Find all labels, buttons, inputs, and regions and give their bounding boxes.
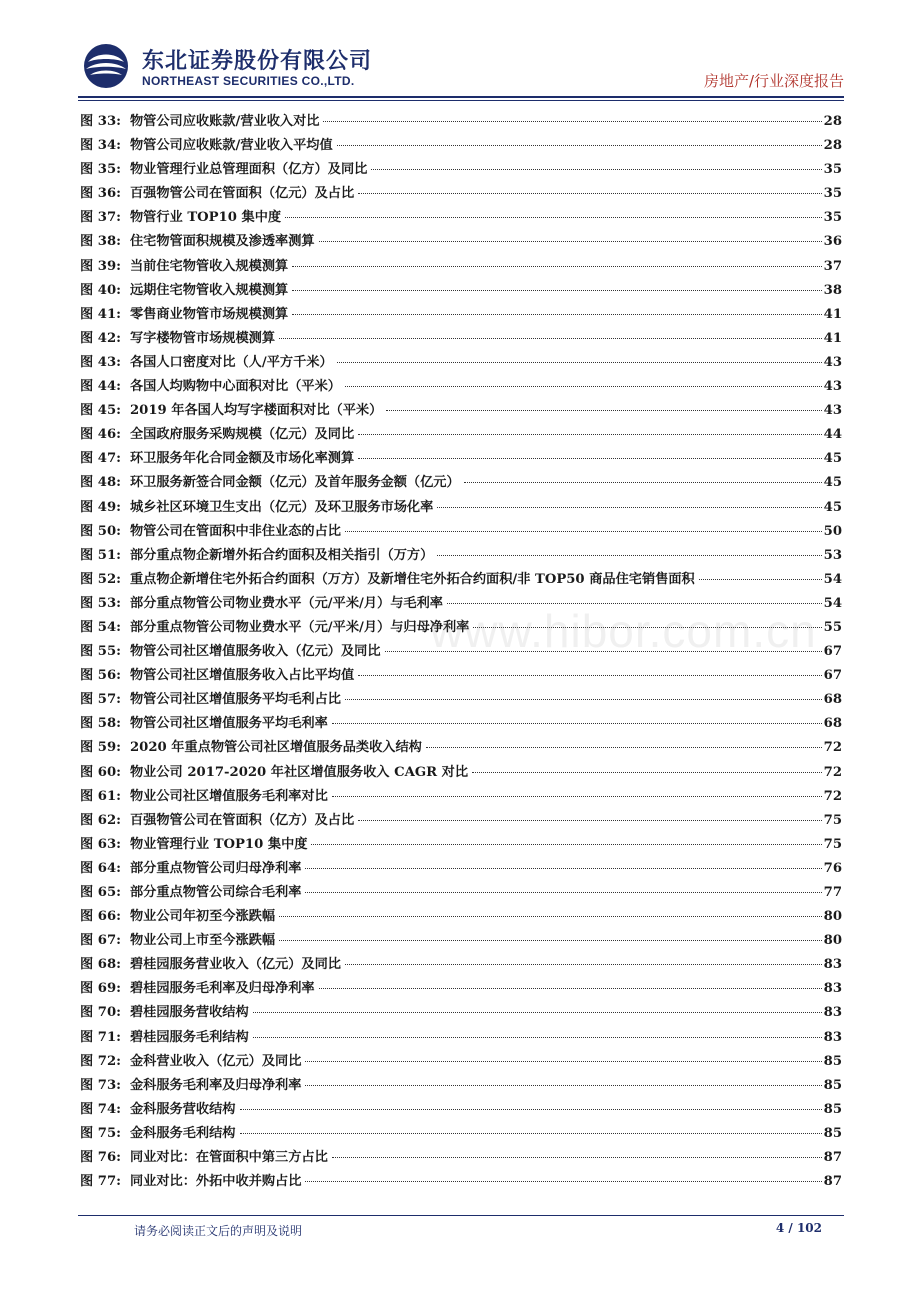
page-header xyxy=(78,40,844,94)
toc-entry-leader xyxy=(358,434,821,435)
toc-entry-leader xyxy=(319,988,822,989)
toc-entry-leader xyxy=(292,290,821,291)
toc-entry-title: 百强物管公司在管面积（亿元）及占比 xyxy=(130,186,355,202)
toc-entry-title: 物管公司社区增值服务收入（亿元）及同比 xyxy=(130,644,381,660)
toc-entry-label: 图 38: xyxy=(80,234,121,250)
toc-entry[interactable] xyxy=(80,785,842,809)
toc-entry-label: 图 66: xyxy=(80,909,121,925)
toc-entry-page: 72 xyxy=(823,740,842,756)
toc-entry[interactable] xyxy=(80,375,842,399)
header-divider-thin xyxy=(78,100,844,101)
toc-entry-leader xyxy=(337,145,822,146)
toc-entry-title: 环卫服务年化合同金额及市场化率测算 xyxy=(130,451,355,467)
toc-entry-title: 2020 年重点物管公司社区增值服务品类收入结构 xyxy=(130,740,422,756)
toc-entry[interactable] xyxy=(80,399,842,423)
toc-entry-label: 图 77: xyxy=(80,1174,121,1190)
company-name-english: NORTHEAST SECURITIES CO.,LTD. xyxy=(142,74,355,88)
toc-entry-page: 35 xyxy=(823,186,842,202)
toc-entry-leader xyxy=(345,699,822,700)
toc-entry-page: 72 xyxy=(823,764,842,780)
toc-entry-page: 87 xyxy=(823,1174,842,1190)
toc-entry-title: 各国人均购物中心面积对比（平米） xyxy=(130,379,341,395)
toc-entry[interactable] xyxy=(80,447,842,471)
toc-entry[interactable] xyxy=(80,977,842,1001)
toc-entry-title: 物业公司年初至今涨跌幅 xyxy=(130,909,276,925)
toc-entry[interactable] xyxy=(80,351,842,375)
toc-entry-page: 83 xyxy=(823,957,842,973)
toc-entry-page: 80 xyxy=(823,909,842,925)
toc-entry-label: 图 47: xyxy=(80,451,121,467)
header-divider xyxy=(78,96,844,98)
toc-entry-label: 图 73: xyxy=(80,1077,121,1093)
toc-entry[interactable] xyxy=(80,929,842,953)
toc-entry-label: 图 33: xyxy=(80,114,121,129)
toc-entry-page: 41 xyxy=(823,306,842,322)
toc-entry-title: 住宅物管面积规模及渗透率测算 xyxy=(130,234,315,250)
toc-entry-leader xyxy=(345,964,822,965)
toc-entry[interactable] xyxy=(80,1026,842,1050)
toc-entry-page: 38 xyxy=(823,282,842,298)
toc-entry-page: 45 xyxy=(823,475,842,491)
toc-entry-label: 图 74: xyxy=(80,1101,121,1117)
toc-entry-label: 图 63: xyxy=(80,836,121,852)
toc-entry-title: 物管公司应收账款/营业收入平均值 xyxy=(130,138,333,154)
toc-entry-title: 金科营业收入（亿元）及同比 xyxy=(130,1053,302,1069)
toc-entry[interactable] xyxy=(80,568,842,592)
toc-entry-label: 图 57: xyxy=(80,692,121,708)
toc-entry-leader xyxy=(332,796,822,797)
toc-entry-leader xyxy=(253,1037,822,1038)
toc-entry-page: 67 xyxy=(823,644,842,660)
company-name-chinese: 东北证券股份有限公司 xyxy=(142,49,373,74)
toc-entry-title: 城乡社区环境卫生支出（亿元）及环卫服务市场化率 xyxy=(130,499,434,515)
toc-entry-leader xyxy=(279,916,822,917)
toc-entry-title: 物管公司社区增值服务收入占比平均值 xyxy=(130,668,355,684)
toc-entry-page: 28 xyxy=(823,114,842,129)
toc-entry-title: 部分重点物企新增外拓合约面积及相关指引（万方） xyxy=(130,547,434,563)
toc-entry-label: 图 51: xyxy=(80,547,121,563)
toc-entry[interactable] xyxy=(80,327,842,351)
toc-entry-leader xyxy=(292,314,821,315)
toc-entry-label: 图 60: xyxy=(80,764,121,780)
toc-entry-label: 图 40: xyxy=(80,282,121,298)
toc-entry-title: 部分重点物管公司综合毛利率 xyxy=(130,885,302,900)
toc-entry-label: 图 37: xyxy=(80,210,121,226)
toc-entry-leader xyxy=(699,579,822,580)
toc-entry-page: 85 xyxy=(823,1125,842,1141)
toc-entry-leader xyxy=(292,266,821,267)
toc-entry[interactable] xyxy=(80,809,842,833)
toc-entry[interactable] xyxy=(80,544,842,568)
toc-entry[interactable] xyxy=(80,688,842,712)
toc-entry-page: 87 xyxy=(823,1150,842,1166)
toc-entry[interactable] xyxy=(80,905,842,929)
toc-entry-leader xyxy=(285,217,822,218)
toc-entry-label: 图 56: xyxy=(80,668,121,684)
toc-entry[interactable] xyxy=(80,134,842,158)
toc-entry-page: 68 xyxy=(823,692,842,708)
toc-entry-label: 图 36: xyxy=(80,186,121,202)
toc-entry-label: 图 58: xyxy=(80,716,121,732)
toc-entry-leader xyxy=(337,362,822,363)
toc-entry-title: 物管公司社区增值服务平均毛利率 xyxy=(130,716,328,732)
toc-entry-title: 写字楼物管市场规模测算 xyxy=(130,330,276,346)
northeast-securities-logo-icon xyxy=(78,42,134,90)
toc-entry-title: 部分重点物管公司物业费水平（元/平米/月）与毛利率 xyxy=(130,595,443,611)
toc-entry[interactable] xyxy=(80,471,842,495)
toc-entry-label: 图 44: xyxy=(80,379,121,395)
toc-entry-label: 图 59: xyxy=(80,740,121,756)
toc-entry-title: 碧桂园服务毛利率及归母净利率 xyxy=(130,981,315,997)
toc-entry[interactable] xyxy=(80,953,842,977)
toc-entry-label: 图 71: xyxy=(80,1029,121,1045)
toc-entry-page: 43 xyxy=(823,403,842,419)
toc-entry-label: 图 69: xyxy=(80,981,121,997)
toc-entry-title: 物业公司上市至今涨跌幅 xyxy=(130,933,276,949)
toc-entry-page: 36 xyxy=(823,234,842,250)
footer-divider xyxy=(78,1215,844,1216)
toc-entry-page: 67 xyxy=(823,668,842,684)
toc-entry-page: 76 xyxy=(823,860,842,876)
toc-entry[interactable] xyxy=(80,857,842,881)
toc-entry-leader xyxy=(305,892,821,893)
toc-entry-label: 图 65: xyxy=(80,885,121,900)
toc-entry-leader xyxy=(240,1109,822,1110)
toc-entry-page: 75 xyxy=(823,836,842,852)
toc-entry-page: 54 xyxy=(823,571,842,587)
toc-entry-label: 图 35: xyxy=(80,162,121,178)
toc-entry-title: 零售商业物管市场规模测算 xyxy=(130,306,289,322)
toc-entry-title: 物管公司在管面积中非住业态的占比 xyxy=(130,523,341,539)
toc-entry-leader xyxy=(332,1157,822,1158)
toc-entry[interactable] xyxy=(80,761,842,785)
toc-entry-label: 图 34: xyxy=(80,138,121,154)
toc-entry[interactable] xyxy=(80,303,842,327)
watermark: www.hibor.com.cn xyxy=(430,605,817,657)
toc-entry-label: 图 61: xyxy=(80,788,121,804)
toc-entry[interactable] xyxy=(80,881,842,905)
toc-entry-leader xyxy=(253,1012,822,1013)
toc-entry-leader xyxy=(464,482,822,483)
toc-entry-label: 图 42: xyxy=(80,330,121,346)
toc-entry[interactable] xyxy=(80,833,842,857)
toc-entry-leader xyxy=(305,1181,821,1182)
toc-entry-leader xyxy=(472,772,822,773)
toc-entry-label: 图 41: xyxy=(80,306,121,322)
toc-entry-label: 图 48: xyxy=(80,475,121,491)
toc-entry-page: 80 xyxy=(823,933,842,949)
toc-entry-label: 图 49: xyxy=(80,499,121,515)
toc-entry-page: 72 xyxy=(823,788,842,804)
toc-entry[interactable] xyxy=(80,423,842,447)
toc-entry[interactable] xyxy=(80,279,842,303)
toc-entry[interactable] xyxy=(80,255,842,279)
toc-entry-leader xyxy=(311,844,821,845)
toc-entry-title: 物业管理行业总管理面积（亿方）及同比 xyxy=(130,162,368,178)
toc-entry[interactable] xyxy=(80,182,842,206)
toc-entry-title: 碧桂园服务毛利结构 xyxy=(130,1029,249,1045)
toc-entry-page: 55 xyxy=(823,619,842,635)
toc-entry-leader xyxy=(358,675,821,676)
toc-entry[interactable] xyxy=(80,1074,842,1098)
toc-entry-page: 35 xyxy=(823,162,842,178)
toc-entry-label: 图 76: xyxy=(80,1150,121,1166)
toc-entry-page: 83 xyxy=(823,1005,842,1021)
toc-entry-title: 碧桂园服务营业收入（亿元）及同比 xyxy=(130,957,341,973)
toc-entry-label: 图 72: xyxy=(80,1053,121,1069)
toc-entry-page: 85 xyxy=(823,1053,842,1069)
toc-entry-title: 部分重点物管公司归母净利率 xyxy=(130,860,302,876)
toc-entry-title: 2019 年各国人均写字楼面积对比（平米） xyxy=(130,403,383,419)
toc-entry-label: 图 52: xyxy=(80,571,121,587)
toc-entry-leader xyxy=(319,241,822,242)
toc-entry-page: 85 xyxy=(823,1101,842,1117)
toc-entry-page: 53 xyxy=(823,547,842,563)
toc-entry-leader xyxy=(279,338,822,339)
toc-entry[interactable] xyxy=(80,1098,842,1122)
toc-entry-leader xyxy=(358,193,821,194)
toc-entry[interactable] xyxy=(80,496,842,520)
toc-entry-label: 图 45: xyxy=(80,403,121,419)
toc-entry-page: 68 xyxy=(823,716,842,732)
toc-entry[interactable] xyxy=(80,1146,842,1170)
toc-entry-leader xyxy=(426,747,822,748)
toc-entry-page: 35 xyxy=(823,210,842,226)
toc-entry-leader xyxy=(358,820,821,821)
toc-entry-label: 图 43: xyxy=(80,354,121,370)
toc-entry[interactable] xyxy=(80,1122,842,1146)
toc-entry-label: 图 55: xyxy=(80,644,121,660)
toc-entry[interactable] xyxy=(80,1001,842,1025)
toc-entry-page: 83 xyxy=(823,981,842,997)
toc-entry-page: 77 xyxy=(823,885,842,900)
toc-entry-title: 金科服务毛利结构 xyxy=(130,1125,236,1141)
toc-entry-leader xyxy=(386,410,821,411)
toc-entry-title: 物业公司 2017-2020 年社区增值服务收入 CAGR 对比 xyxy=(130,764,469,780)
toc-entry-page: 41 xyxy=(823,330,842,346)
toc-entry-leader xyxy=(279,940,822,941)
toc-entry[interactable] xyxy=(80,158,842,182)
toc-entry-leader xyxy=(371,169,821,170)
toc-entry-title: 物管公司社区增值服务平均毛利占比 xyxy=(130,692,341,708)
toc-entry-title: 物管行业 TOP10 集中度 xyxy=(130,210,282,226)
toc-entry-leader xyxy=(358,458,821,459)
toc-entry-leader xyxy=(323,121,821,122)
toc-entry[interactable] xyxy=(80,664,842,688)
toc-entry-leader xyxy=(437,507,821,508)
footer-disclaimer: 请务必阅读正文后的声明及说明 xyxy=(134,1224,303,1238)
toc-entry-title: 各国人口密度对比（人/平方千米） xyxy=(130,354,333,370)
toc-entry-title: 当前住宅物管收入规模测算 xyxy=(130,258,289,274)
toc-entry-title: 同业对比：外拓中收并购占比 xyxy=(130,1174,302,1190)
toc-entry-page: 43 xyxy=(823,354,842,370)
toc-entry-leader xyxy=(305,1085,821,1086)
toc-entry[interactable] xyxy=(80,1050,842,1074)
toc-entry-label: 图 46: xyxy=(80,427,121,443)
toc-entry-leader xyxy=(437,555,821,556)
toc-entry-page: 43 xyxy=(823,379,842,395)
toc-entry-title: 环卫服务新签合同金额（亿元）及首年服务金额（亿元） xyxy=(130,475,460,491)
toc-entry[interactable] xyxy=(80,1170,842,1194)
toc-entry-page: 50 xyxy=(823,523,842,539)
toc-entry-title: 远期住宅物管收入规模测算 xyxy=(130,282,289,298)
toc-entry-label: 图 50: xyxy=(80,523,121,539)
toc-entry-title: 碧桂园服务营收结构 xyxy=(130,1005,249,1021)
toc-entry-page: 45 xyxy=(823,451,842,467)
toc-entry-page: 44 xyxy=(823,427,842,443)
toc-entry[interactable] xyxy=(80,230,842,254)
toc-entry-page: 37 xyxy=(823,258,842,274)
toc-entry-leader xyxy=(305,868,821,869)
toc-entry-title: 全国政府服务采购规模（亿元）及同比 xyxy=(130,427,355,443)
toc-entry-page: 28 xyxy=(823,138,842,154)
toc-entry-title: 物业管理行业 TOP10 集中度 xyxy=(130,836,308,852)
toc-entry-leader xyxy=(332,723,822,724)
toc-entry[interactable] xyxy=(80,520,842,544)
report-type: 房地产/行业深度报告 xyxy=(703,72,844,90)
toc-entry[interactable] xyxy=(80,206,842,230)
toc-entry-label: 图 70: xyxy=(80,1005,121,1021)
toc-entry-title: 同业对比：在管面积中第三方占比 xyxy=(130,1150,328,1166)
toc-entry-label: 图 54: xyxy=(80,619,121,635)
toc-entry-label: 图 67: xyxy=(80,933,121,949)
toc-entry-page: 83 xyxy=(823,1029,842,1045)
toc-entry-title: 百强物管公司在管面积（亿方）及占比 xyxy=(130,812,355,828)
toc-entry-title: 物业公司社区增值服务毛利率对比 xyxy=(130,788,328,804)
toc-entry[interactable] xyxy=(80,110,842,134)
toc-entry-label: 图 62: xyxy=(80,812,121,828)
toc-entry-leader xyxy=(240,1133,822,1134)
toc-entry[interactable] xyxy=(80,736,842,760)
page-number: 4 / 102 xyxy=(775,1221,822,1235)
toc-entry-title: 金科服务营收结构 xyxy=(130,1101,236,1117)
toc-entry-page: 54 xyxy=(823,595,842,611)
toc-entry-leader xyxy=(345,531,822,532)
toc-entry-label: 图 64: xyxy=(80,860,121,876)
toc-entry-title: 物管公司应收账款/营业收入对比 xyxy=(130,114,320,129)
toc-entry-leader xyxy=(305,1061,821,1062)
toc-entry-label: 图 39: xyxy=(80,258,121,274)
toc-entry-title: 金科服务毛利率及归母净利率 xyxy=(130,1077,302,1093)
toc-entry-label: 图 53: xyxy=(80,595,121,611)
toc-entry-page: 75 xyxy=(823,812,842,828)
toc-entry[interactable] xyxy=(80,712,842,736)
toc-entry-page: 45 xyxy=(823,499,842,515)
toc-entry-title: 重点物企新增住宅外拓合约面积（万方）及新增住宅外拓合约面积/非 TOP50 商品住宅销售面积 xyxy=(130,571,695,587)
toc-entry-leader xyxy=(345,386,822,387)
toc-entry-page: 85 xyxy=(823,1077,842,1093)
toc-entry-title: 部分重点物管公司物业费水平（元/平米/月）与归母净利率 xyxy=(130,619,470,635)
toc-entry-label: 图 75: xyxy=(80,1125,121,1141)
toc-entry-label: 图 68: xyxy=(80,957,121,973)
